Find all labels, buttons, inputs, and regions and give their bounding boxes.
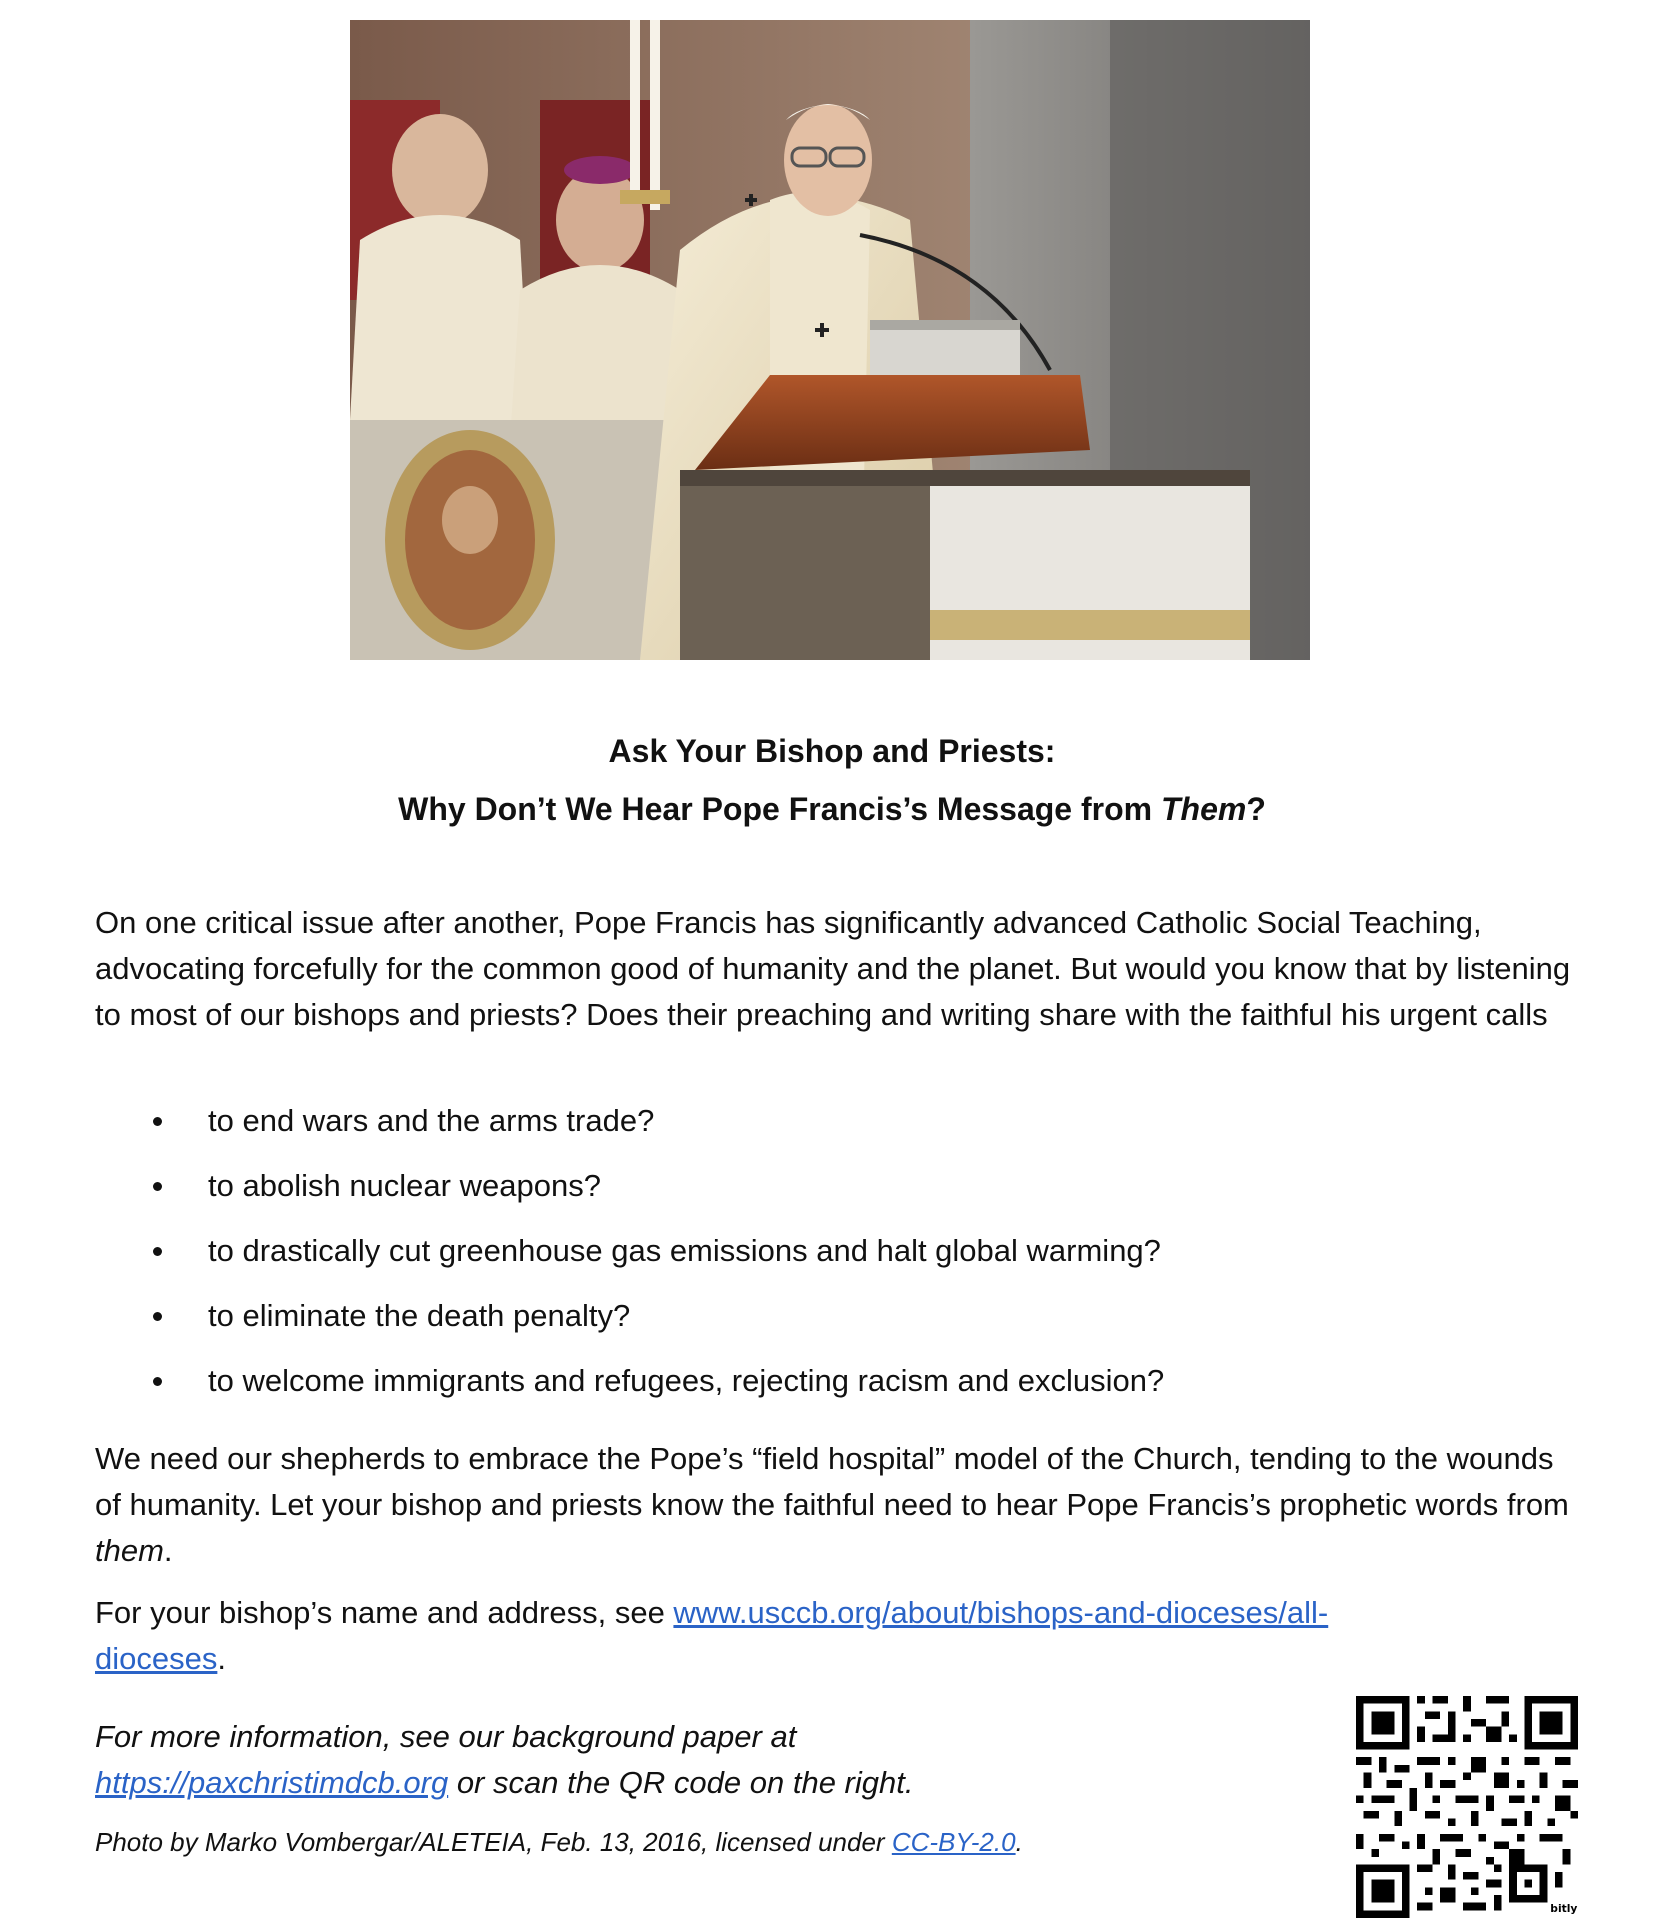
closing-paragraph [95,1436,1575,1574]
title-line-2-emphasis: Them [1160,791,1247,827]
page-title [0,722,1664,838]
qr-code[interactable] [1356,1696,1578,1918]
closing-end: . [163,1533,173,1568]
title-line-2-text: Why Don’t We Hear Pope Francis’s Message from [398,791,1161,827]
intro-paragraph: On one critical issue after another, Pope Francis has significantly advanced Catholic Social Teaching, advocating forcefully for the common good of humanity and the planet. But would you know that by listening to most of our bishops and priests? Does their preaching and writing share with the faithful his urgent calls [95,905,1571,1032]
list-item-text: to abolish nuclear weapons? [208,1168,601,1203]
title-line-1: Ask Your Bishop and Priests: [608,733,1056,769]
pope-photo-illustration [350,20,1310,660]
paxchristi-link[interactable]: https://paxchristimdcb.org [95,1765,449,1800]
more-info-end: or scan the QR code on the right. [448,1765,914,1800]
bullet-icon [153,1117,162,1126]
address-paragraph [95,1590,1425,1682]
list-item-text: to welcome immigrants and refugees, rejecting racism and exclusion? [208,1363,1165,1398]
title-line-2-end: ? [1246,791,1266,827]
license-link[interactable]: CC-BY-2.0 [891,1827,1016,1857]
title-line-2 [0,780,1664,838]
qr-brand-label: bitly [1550,1901,1578,1915]
list-item [95,1098,1575,1163]
list-item [95,1293,1575,1358]
bullet-icon [153,1312,162,1321]
usccb-link[interactable]: www.usccb.org/about/bishops-and-dioceses/all-dioceses [95,1595,1329,1676]
credit-end: . [1015,1827,1023,1857]
bullet-icon [153,1247,162,1256]
calls-list [95,1098,1575,1423]
bullet-icon [153,1182,162,1191]
list-item [95,1163,1575,1228]
credit-text: Photo by Marko Vombergar/ALETEIA, Feb. 13, 2016, licensed under [95,1827,892,1857]
list-item [95,1228,1575,1293]
closing-text: We need our shepherds to embrace the Pope’s “field hospital” model of the Church, tending to the wounds of humanity. Let your bishop and priests know the faithful need to hear Pope Francis’s prophetic words from [95,1441,1569,1522]
closing-emphasis: them [95,1533,164,1568]
photo-credit [95,1824,1023,1860]
pope-photo [350,20,1310,660]
more-info-text: For more information, see our background paper at [95,1719,797,1754]
list-item-text: to drastically cut greenhouse gas emissions and halt global warming? [208,1233,1161,1268]
list-item [95,1358,1575,1423]
list-item-text: to end wars and the arms trade? [208,1103,655,1138]
qr-code-icon [1356,1696,1578,1918]
address-text: For your bishop’s name and address, see [95,1595,674,1630]
more-info-paragraph [95,1714,1105,1806]
address-end: . [217,1641,226,1676]
bullet-icon [153,1377,162,1386]
list-item-text: to eliminate the death penalty? [208,1298,631,1333]
